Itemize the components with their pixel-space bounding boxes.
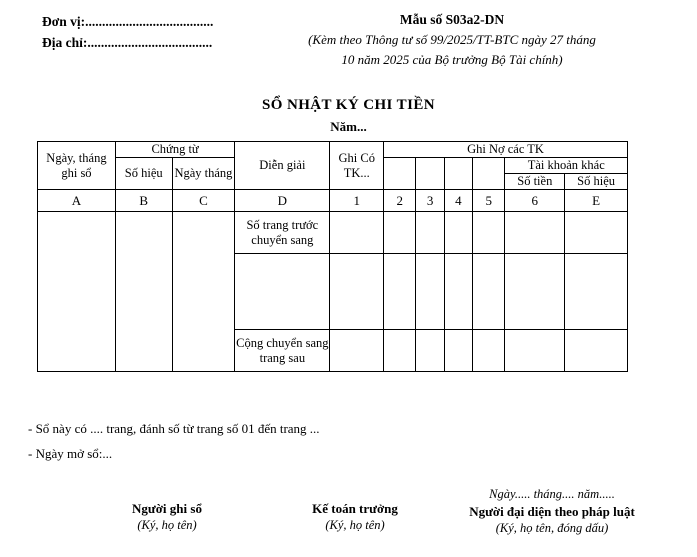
header-row-1 — [38, 142, 628, 158]
column-code-row — [38, 190, 628, 212]
col-header-debit-5 — [473, 158, 505, 190]
cell-credit-account[interactable] — [330, 212, 384, 254]
col-code-d: D — [235, 190, 330, 212]
col-header-debit-3 — [416, 158, 444, 190]
col-code-5: 5 — [473, 190, 505, 212]
form-code: Mẫu số S03a2-DN — [399, 12, 505, 27]
col-code-4: 4 — [444, 190, 472, 212]
cell-other-amount[interactable] — [505, 212, 565, 254]
document-header — [0, 0, 697, 80]
signature-legal-representative-note: (Ký, họ tên, đóng dấu) — [495, 521, 609, 535]
ledger-table — [37, 141, 628, 372]
col-header-other-amount: Số tiền — [505, 174, 565, 190]
cell-debit-4[interactable] — [444, 330, 472, 372]
unit-info-block — [42, 11, 292, 53]
col-header-credit-account: Ghi Có TK... — [330, 142, 384, 190]
col-header-voucher-number: Số hiệu — [115, 158, 172, 190]
col-code-e: E — [565, 190, 628, 212]
cell-debit-5[interactable] — [473, 212, 505, 254]
signature-chief-accountant — [250, 500, 460, 534]
cell-voucher-number[interactable] — [115, 212, 172, 372]
signature-recorder-role: Người ghi sổ — [132, 501, 202, 516]
signature-block — [0, 486, 697, 557]
col-header-debit-2 — [384, 158, 416, 190]
cell-debit-3[interactable] — [416, 330, 444, 372]
table-head — [38, 142, 628, 212]
cell-other-number[interactable] — [565, 330, 628, 372]
cell-other-amount[interactable] — [505, 254, 565, 330]
note-open-date: - Ngày mở sổ:... — [28, 446, 113, 461]
unit-field-label: Đơn vị:...................................... — [42, 14, 214, 29]
signature-legal-representative — [432, 486, 672, 537]
cell-description[interactable]: Số trang trước chuyển sang — [235, 212, 330, 254]
signature-recorder — [62, 500, 272, 534]
col-code-1: 1 — [330, 190, 384, 212]
col-header-other-accounts: Tài khoản khác — [505, 158, 628, 174]
col-code-c: C — [172, 190, 235, 212]
cell-other-number[interactable] — [565, 254, 628, 330]
cell-description[interactable] — [235, 254, 330, 330]
cell-credit-account[interactable] — [330, 330, 384, 372]
form-reference-line-2: 10 năm 2025 của Bộ trưởng Bộ Tài chính) — [341, 52, 563, 67]
col-header-voucher-group: Chứng từ — [115, 142, 234, 158]
cell-debit-2[interactable] — [384, 254, 416, 330]
cell-other-number[interactable] — [565, 212, 628, 254]
cell-debit-4[interactable] — [444, 212, 472, 254]
col-code-b: B — [115, 190, 172, 212]
col-header-other-number: Số hiệu — [565, 174, 628, 190]
cell-other-amount[interactable] — [505, 330, 565, 372]
col-header-description: Diễn giải — [235, 142, 330, 190]
cell-description[interactable]: Cộng chuyển sang trang sau — [235, 330, 330, 372]
note-page-count: - Sổ này có .... trang, đánh số từ trang số 01 đến trang ... — [28, 421, 320, 436]
col-header-date-record: Ngày, tháng ghi sổ — [38, 142, 116, 190]
cell-debit-2[interactable] — [384, 212, 416, 254]
table-body — [38, 212, 628, 372]
footer-notes — [28, 416, 528, 466]
col-code-3: 3 — [416, 190, 444, 212]
form-reference-block — [272, 10, 632, 69]
signature-recorder-note: (Ký, họ tên) — [137, 518, 197, 532]
col-header-debit-4 — [444, 158, 472, 190]
title-block — [0, 95, 697, 136]
signature-chief-accountant-note: (Ký, họ tên) — [325, 518, 385, 532]
cell-debit-5[interactable] — [473, 330, 505, 372]
form-reference-line-1: (Kèm theo Thông tư số 99/2025/TT-BTC ngày 27 tháng — [308, 32, 596, 47]
cell-debit-3[interactable] — [416, 254, 444, 330]
cell-debit-5[interactable] — [473, 254, 505, 330]
col-code-6: 6 — [505, 190, 565, 212]
cell-debit-4[interactable] — [444, 254, 472, 330]
page-title: SỔ NHẬT KÝ CHI TIỀN — [262, 97, 435, 113]
cell-credit-account[interactable] — [330, 254, 384, 330]
col-header-debit-group: Ghi Nợ các TK — [384, 142, 628, 158]
col-header-voucher-date: Ngày tháng — [172, 158, 235, 190]
cell-debit-2[interactable] — [384, 330, 416, 372]
col-code-a: A — [38, 190, 116, 212]
cell-date-record[interactable] — [38, 212, 116, 372]
signature-date-line: Ngày..... tháng.... năm..... — [489, 487, 615, 501]
signature-chief-accountant-role: Kế toán trưởng — [312, 501, 398, 516]
col-code-2: 2 — [384, 190, 416, 212]
table-row — [38, 212, 628, 254]
cell-debit-3[interactable] — [416, 212, 444, 254]
signature-legal-representative-role: Người đại diện theo pháp luật — [469, 504, 635, 519]
title-year: Năm... — [330, 119, 367, 134]
address-field-label: Địa chỉ:..................................... — [42, 35, 213, 50]
cell-voucher-date[interactable] — [172, 212, 235, 372]
